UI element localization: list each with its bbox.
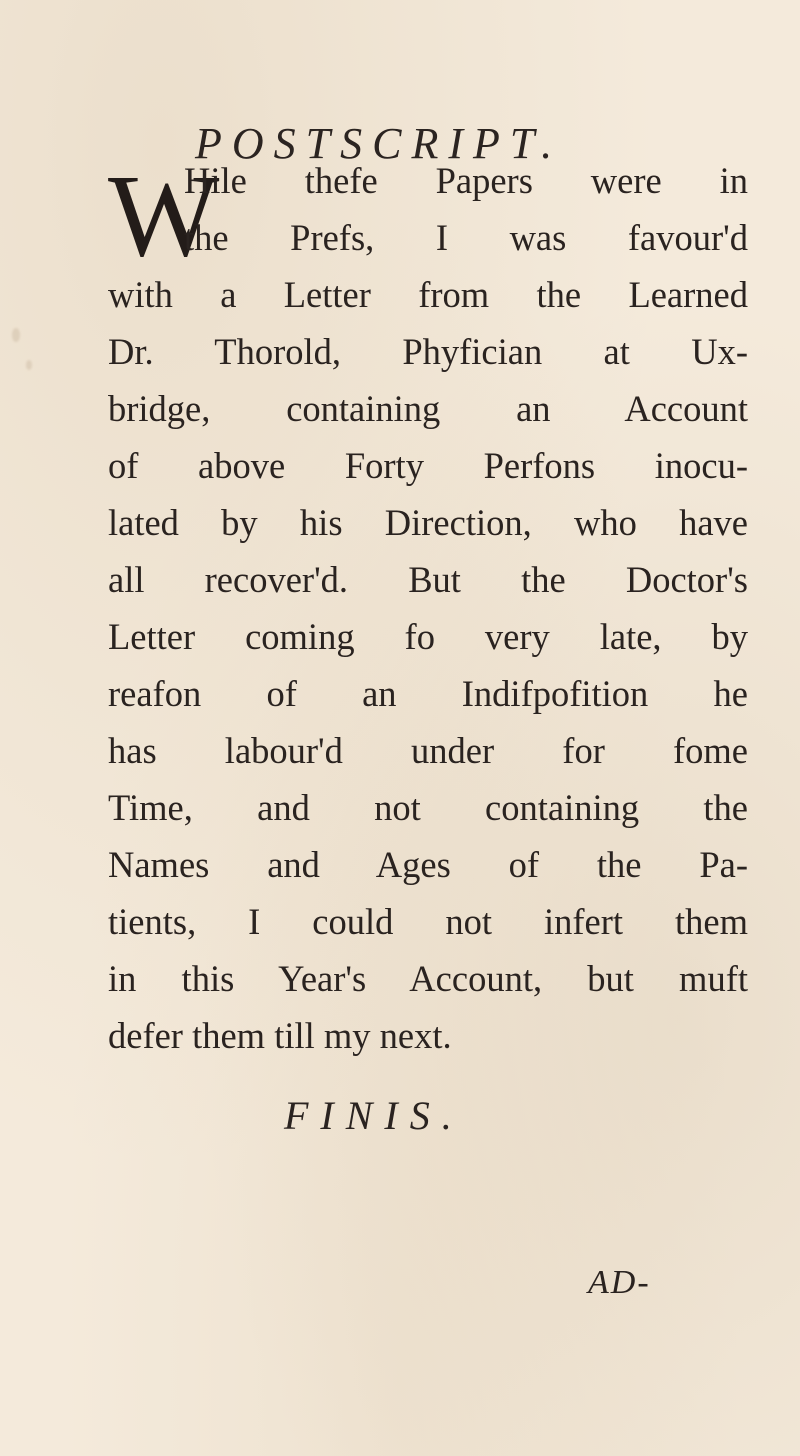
text-line: Dr. Thorold, Phyfician at Ux- <box>108 331 748 372</box>
page-heading: POSTSCRIPT. <box>195 119 563 168</box>
text-line: Letter coming fo very late, by <box>108 616 748 657</box>
ink-spot <box>26 360 32 370</box>
text-line: Hile thefe Papers were in <box>184 160 748 201</box>
text-line: Names and Ages of the Pa- <box>108 844 748 885</box>
text-line: defer them till my next. <box>108 1015 452 1056</box>
text-line: with a Letter from the Learned <box>108 274 748 315</box>
text-line: bridge, containing an Account <box>108 388 748 429</box>
text-line: of above Forty Perfons inocu- <box>108 445 748 486</box>
text-line: lated by his Direction, who have <box>108 502 748 543</box>
drop-cap: W <box>108 150 220 281</box>
text-line: tients, I could not infert them <box>108 901 748 942</box>
text-line: reafon of an Indifpofition he <box>108 673 748 714</box>
text-line: the Prefs, I was favour'd <box>184 217 748 258</box>
text-line: Time, and not containing the <box>108 787 748 828</box>
catchword: AD- <box>588 1264 651 1301</box>
ink-spot <box>12 328 20 342</box>
finis-label: FINIS. <box>284 1093 464 1138</box>
text-line: in this Year's Account, but muft <box>108 958 748 999</box>
text-line: all recover'd. But the Doctor's <box>108 559 748 600</box>
text-line: has labour'd under for fome <box>108 730 748 771</box>
